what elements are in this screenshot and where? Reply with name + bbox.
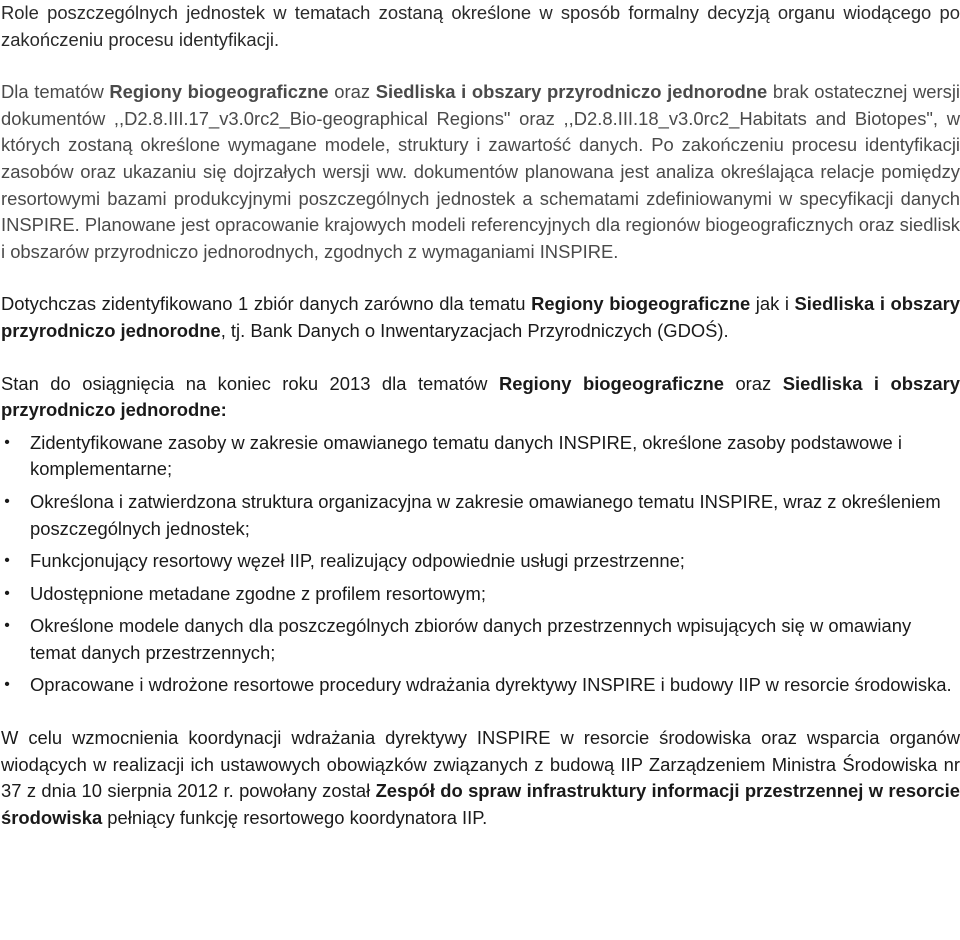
- text-run: W celu wzmocnienia koordynacji wdrażania dyrektywy INSPIRE w resorcie środowiska oraz wsparcia organów wiodących w realizacji ich ustawowych obowiązków związanych z budową IIP Zarządzeniem Ministra Środowiska nr 37 z dnia 10 sierpnia 2012 r. powołany został: [1, 727, 960, 802]
- list-item-text: Funkcjonujący resortowy węzeł IIP, realizujący odpowiednie usługi przestrzenne;: [30, 550, 685, 572]
- text-run: Dotychczas zidentyfikowano 1 zbiór danych zarówno dla tematu: [1, 293, 532, 315]
- bold-theme-regions: Regiony biogeograficzne: [531, 293, 751, 315]
- list-item-text: Zidentyfikowane zasoby w zakresie omawianego tematu danych INSPIRE, określone zasoby podstawowe i komplementarne;: [30, 431, 902, 480]
- list-item-text: Udostępnione metadane zgodne z profilem resortowym;: [30, 582, 486, 604]
- spacer: [1, 53, 960, 79]
- list-item-text: Określona i zatwierdzona struktura organizacyjna w zakresie omawianego tematu INSPIRE, wraz z określeniem poszczególnych jednostek;: [30, 490, 941, 539]
- text-run: , tj. Bank Danych o Inwentaryzacjach Przyrodniczych (GDOŚ).: [220, 319, 729, 341]
- bold-theme-regions: Regiony biogeograficzne: [498, 372, 724, 394]
- spacer: [1, 265, 960, 291]
- text-run: brak ostatecznej wersji dokumentów ,,D2.8.III.17_v3.0rc2_Bio-geographical Regions" oraz ,,D2.8.III.18_v3.0rc2_Habitats and Biotopes", w których zostaną określone wymagane modele, struktury i zawartość danych. Po zakończeniu procesu identyfikacji zasobów oraz ukazaniu się dojrzałych wersji ww. dokumentów planowana jest analiza określająca relacje pomiędzy resortowymi bazami produkcyjnymi poszczególnych jednostek a schematami zdefiniowanymi w specyfikacji danych INSPIRE. Planowane jest opracowanie krajowych modeli referencyjnych dla regionów biogeograficznych oraz siedlisk i obszarów przyrodniczo jednorodnych, zgodnych z wymaganiami INSPIRE.: [1, 81, 960, 262]
- bullet-icon: •: [4, 552, 10, 570]
- bold-theme-habitats: Siedliska i obszary przyrodniczo jednorodne: [1, 293, 960, 341]
- list-item-text: Opracowane i wdrożone resortowe procedury wdrażania dyrektywy INSPIRE i budowy IIP w resorcie środowiska.: [30, 674, 952, 696]
- text-run: Stan do osiągnięcia na koniec roku 2013 dla tematów: [1, 372, 499, 394]
- list-item: [1, 581, 960, 608]
- text-run: oraz: [723, 372, 783, 394]
- paragraph-roles: Role poszczególnych jednostek w tematach zostaną określone w sposób formalny decyzją organu wiodącego po zakończeniu procesu identyfikacji.: [1, 2, 960, 50]
- paragraph-identified-datasets: [1, 291, 960, 344]
- text-run: oraz: [328, 81, 376, 103]
- text-run: pełniący funkcję resortowego koordynatora IIP.: [102, 806, 488, 828]
- list-item: [1, 548, 960, 575]
- text-run: Dla tematów: [1, 81, 110, 103]
- text-run: jak i: [750, 293, 795, 315]
- bullet-icon: •: [4, 584, 10, 602]
- bold-theme-regions: Regiony biogeograficzne: [109, 81, 329, 103]
- paragraph-coordination-team: [1, 725, 960, 831]
- list-item: [1, 489, 960, 542]
- list-item: [1, 672, 960, 699]
- paragraph-target-state: [1, 371, 960, 424]
- target-list: [1, 430, 960, 699]
- bold-team-name: Zespół do spraw infrastruktury informacji przestrzennej w resorcie środowiska: [1, 780, 960, 828]
- list-item-text: Określone modele danych dla poszczególnych zbiorów danych przestrzennych wpisujących się w omawiany temat danych przestrzennych;: [30, 615, 912, 663]
- spacer: [1, 345, 960, 371]
- bold-theme-habitats: Siedliska i obszary przyrodniczo jednorodne: [375, 81, 768, 103]
- paragraph-themes-status: [1, 79, 960, 265]
- bullet-icon: •: [4, 433, 10, 451]
- bold-theme-habitats: Siedliska i obszary przyrodniczo jednorodne:: [1, 372, 960, 421]
- bullet-icon: •: [4, 676, 10, 694]
- list-item: [1, 430, 960, 483]
- spacer: [1, 699, 960, 725]
- list-item: [1, 613, 960, 666]
- bullet-icon: •: [4, 492, 10, 510]
- bullet-icon: •: [4, 617, 10, 635]
